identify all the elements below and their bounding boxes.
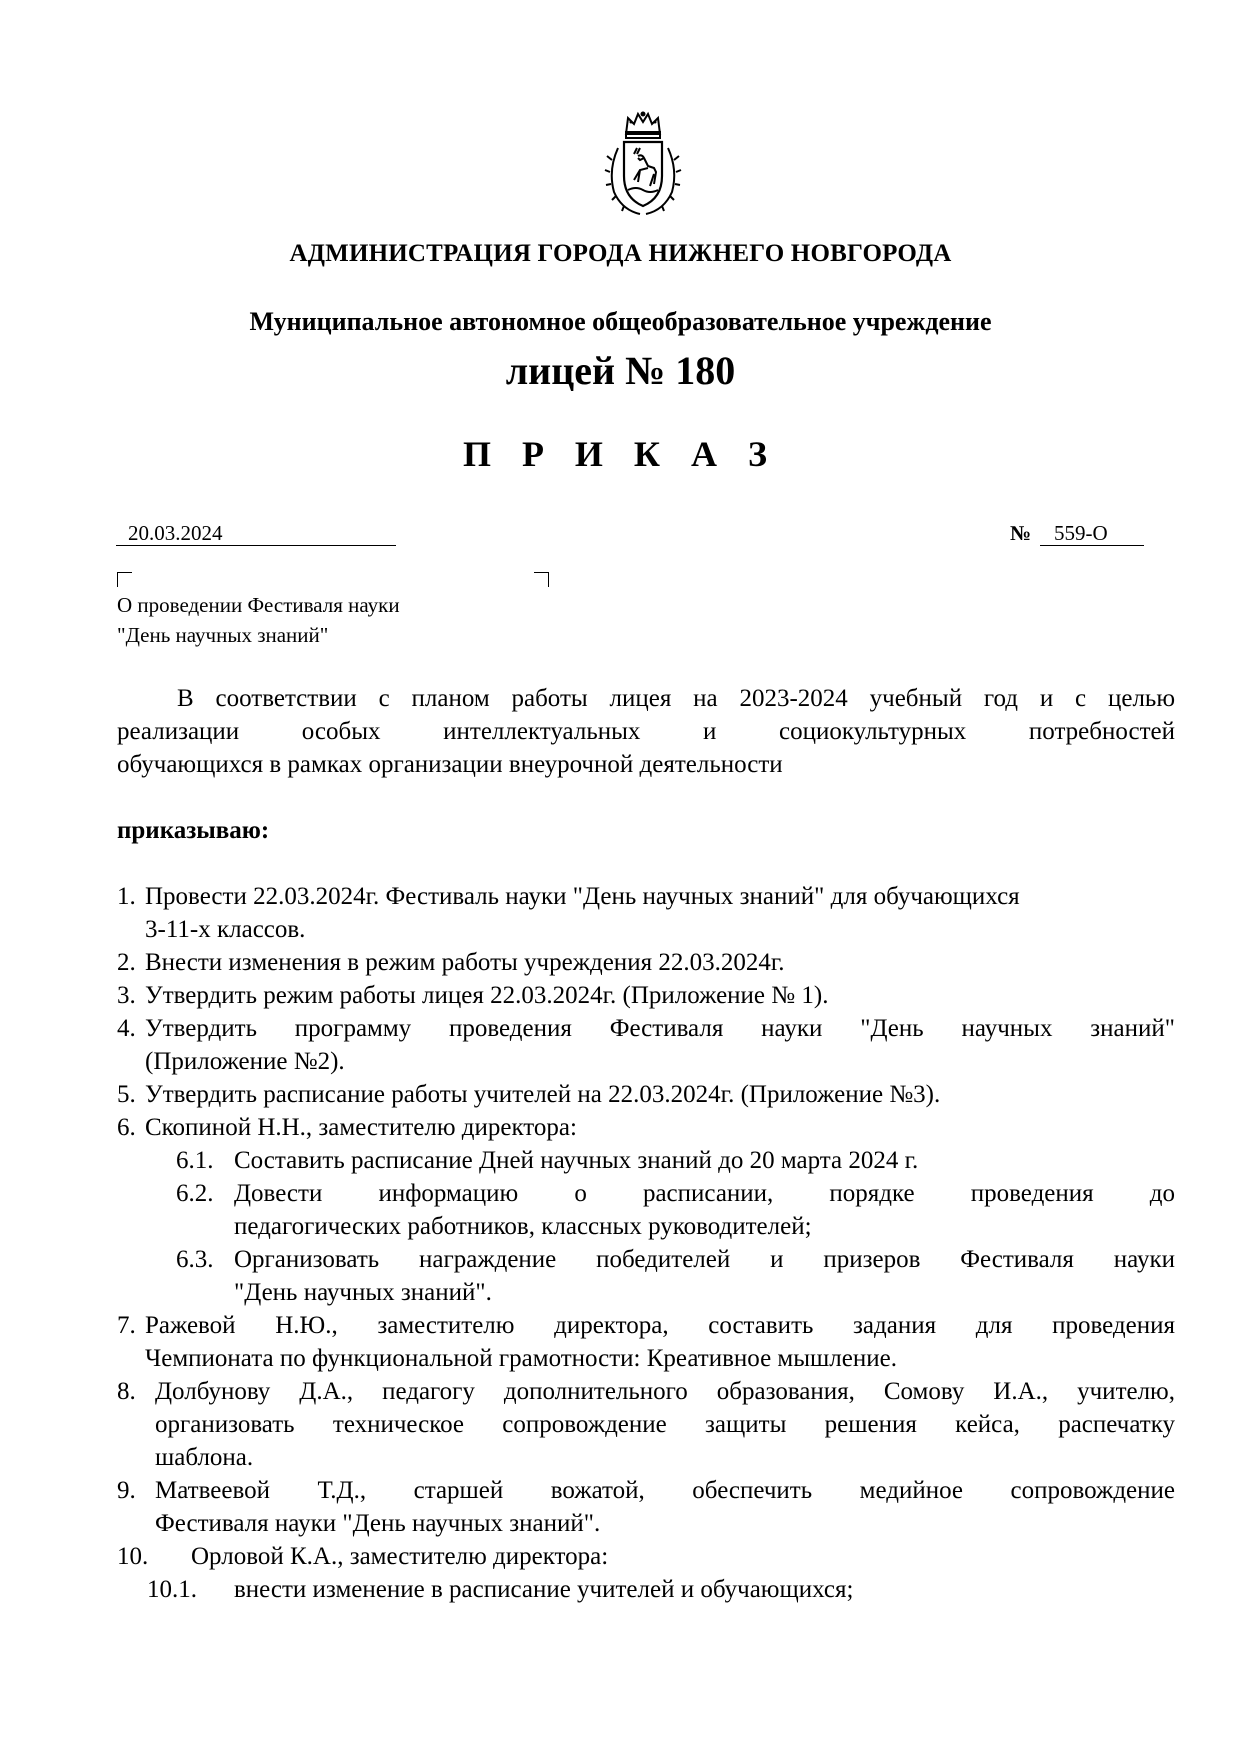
item-line: Провести 22.03.2024г. Фестиваль науки "День научных знаний" для обучающихся (145, 883, 1020, 910)
item-number: 10.1. (147, 1576, 197, 1603)
item-text (155, 1474, 1175, 1540)
item-text (234, 1243, 1175, 1309)
item-line: Долбунову Д.А., педагогу дополнительного образования, Сомову И.А., учителю, (155, 1378, 1175, 1405)
item-number: 10. (117, 1543, 149, 1570)
intro-line: В соответствии с планом работы лицея на 2023-2024 учебный год и с целью (177, 685, 1175, 712)
item-number: 2. (117, 949, 136, 976)
organization-name: Муниципальное автономное общеобразовательное учреждение (249, 307, 992, 336)
coat-of-arms-icon (604, 110, 682, 220)
item-line: Утвердить расписание работы учителей на 22.03.2024г. (Приложение №3). (145, 1081, 941, 1108)
item-text (145, 880, 1175, 946)
administration-title: АДМИНИСТРАЦИЯ ГОРОДА НИЖНЕГО НОВГОРОДА (289, 240, 952, 267)
item-line: Довести информацию о расписании, порядке проведения до (234, 1180, 1175, 1207)
item-text (145, 1309, 1175, 1375)
item-text (145, 1078, 1175, 1111)
item-text (155, 1375, 1175, 1474)
subject-corner-left (117, 572, 132, 587)
item-line: внести изменение в расписание учителей и обучающихся; (234, 1576, 854, 1603)
item-number: 5. (117, 1081, 136, 1108)
subject-line: О проведении Фестиваля науки (117, 593, 400, 617)
item-text (191, 1540, 1175, 1573)
item-number: 6.2. (176, 1180, 214, 1207)
item-line: организовать техническое сопровождение защиты решения кейса, распечатку (155, 1411, 1175, 1438)
item-line: Чемпионата по функциональной грамотности: Креативное мышление. (145, 1345, 897, 1372)
subject-line: "День научных знаний" (117, 623, 329, 647)
document-type-title: П Р И К А З (462, 434, 779, 474)
item-text (234, 1573, 1175, 1606)
item-text (145, 1111, 1175, 1144)
item-line: Утвердить программу проведения Фестиваля науки "День научных знаний" (145, 1015, 1175, 1042)
item-line: Внести изменения в режим работы учреждения 22.03.2024г. (145, 949, 785, 976)
item-text (234, 1177, 1175, 1243)
item-line: Фестиваля науки "День научных знаний". (155, 1510, 601, 1537)
intro-line: обучающихся в рамках организации внеурочной деятельности (117, 751, 783, 778)
intro-line: реализации особых интеллектуальных и социокультурных потребностей (117, 718, 1175, 745)
item-number: 6. (117, 1114, 136, 1141)
item-line: Скопиной Н.Н., заместителю директора: (145, 1114, 577, 1141)
item-number: 8. (117, 1378, 136, 1405)
item-line: педагогических работников, классных руководителей; (234, 1213, 812, 1240)
item-line: Орловой К.А., заместителю директора: (191, 1543, 609, 1570)
item-number: 6.3. (176, 1246, 214, 1273)
item-text (234, 1144, 1175, 1177)
item-number: 3. (117, 982, 136, 1009)
item-line: Составить расписание Дней научных знаний до 20 марта 2024 г. (234, 1147, 919, 1174)
item-number: 1. (117, 883, 136, 910)
item-line: Организовать награждение победителей и призеров Фестиваля науки (234, 1246, 1175, 1273)
order-number: 559-О (1040, 521, 1144, 546)
item-line: Ражевой Н.Ю., заместителю директора, составить задания для проведения (145, 1312, 1175, 1339)
item-number: 7. (117, 1312, 136, 1339)
item-text (145, 946, 1175, 979)
order-number-label: № (1010, 521, 1032, 545)
item-number: 6.1. (176, 1147, 214, 1174)
item-line: Утвердить режим работы лицея 22.03.2024г. (Приложение № 1). (145, 982, 829, 1009)
order-subject (117, 590, 400, 650)
item-line: 3-11-х классов. (145, 916, 306, 943)
item-line: (Приложение №2). (145, 1048, 345, 1075)
item-text (145, 1012, 1175, 1078)
item-number: 9. (117, 1477, 136, 1504)
item-line: "День научных знаний". (234, 1279, 492, 1306)
item-line: Матвеевой Т.Д., старшей вожатой, обеспечить медийное сопровождение (155, 1477, 1175, 1504)
item-line: шаблона. (155, 1444, 254, 1471)
order-directive: приказываю: (117, 817, 270, 844)
order-date: 20.03.2024 (116, 521, 396, 546)
subject-corner-right (534, 572, 549, 587)
lyceum-name: лицей № 180 (505, 348, 736, 393)
item-text (145, 979, 1175, 1012)
item-number: 4. (117, 1015, 136, 1042)
intro-paragraph (117, 682, 1175, 781)
